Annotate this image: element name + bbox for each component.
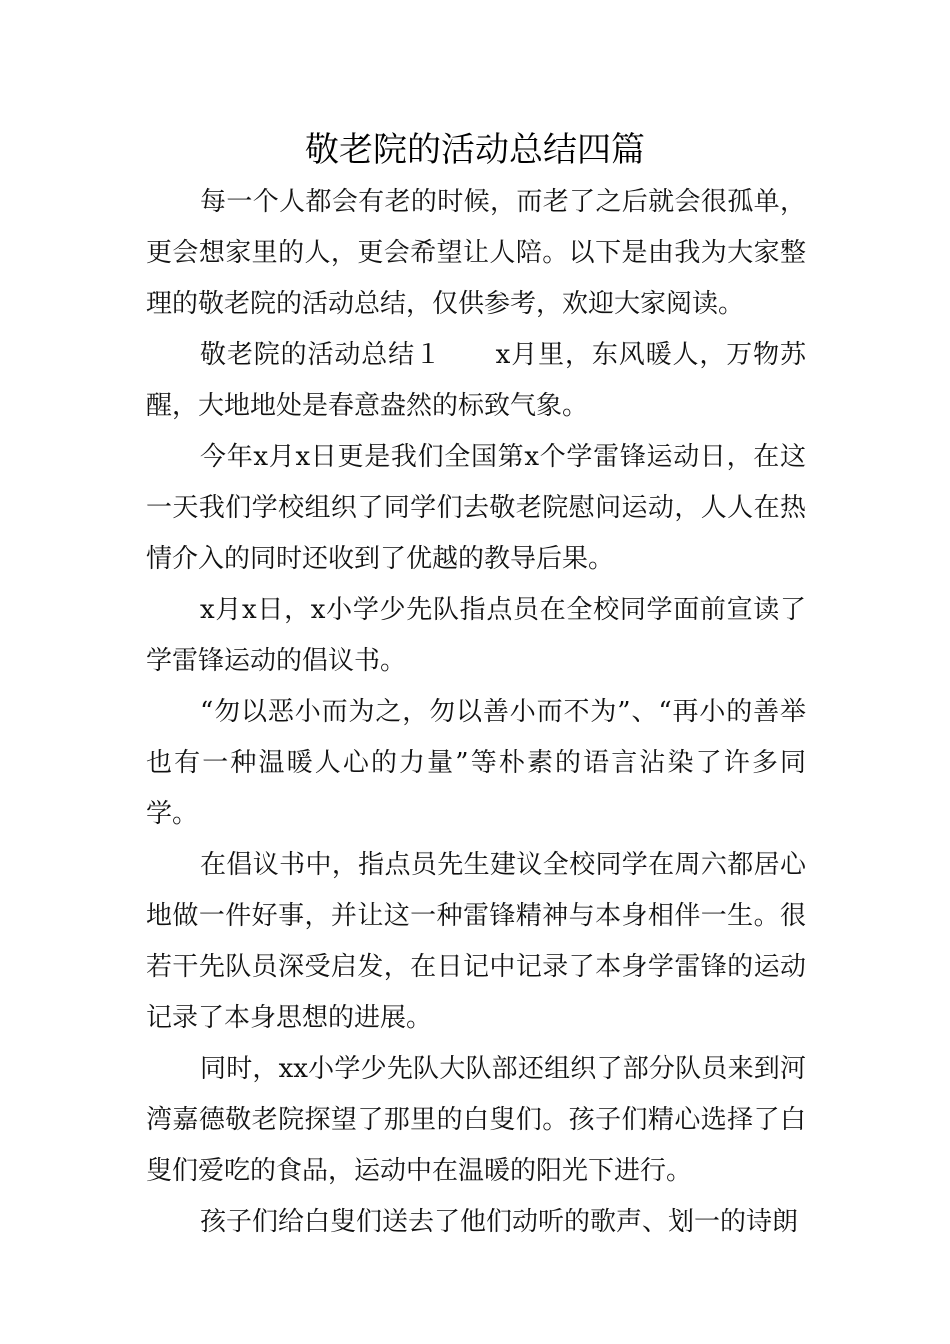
paragraph-proposal-reading: x月x日，x小学少先队指点员在全校同学面前宣读了学雷锋运动的倡议书。 [146,595,806,676]
paragraph-lei-feng-day: 今年x月x日更是我们全国第x个学雷锋运动日，在这一天我们学校组织了同学们去敬老院慰问运动，人人在热情介入的同时还收到了优越的教导后果。 [146,442,806,574]
paragraph-performance: 孩子们给白叟们送去了他们动听的歌声、划一的诗朗 [200,1207,799,1237]
document-body [146,177,806,1248]
paragraph-summary-1-opening: 敬老院的活动总结１ x月里，东风暖人，万物苏醒，大地地处是春意盎然的标致气象。 [146,340,806,421]
paragraph-intro: 每一个人都会有老的时候，而老了之后就会很孤单，更会想家里的人，更会希望让人陪。以下是由我为大家整理的敬老院的活动总结，仅供参考，欢迎大家阅读。 [146,187,806,319]
paragraph-quote: “勿以恶小而为之，勿以善小而不为”、“再小的善举也有一种温暖人心的力量”等朴素的语言沾染了许多同学。 [146,697,806,829]
paragraph-nursing-home-visit: 同时，xx小学少先队大队部还组织了部分队员来到河湾嘉德敬老院探望了那里的白叟们。孩子们精心选择了白叟们爱吃的食品，运动中在温暖的阳光下进行。 [146,1054,806,1186]
paragraph-proposal-content: 在倡议书中，指点员先生建议全校同学在周六都居心地做一件好事，并让这一种雷锋精神与本身相伴一生。很若干先队员深受启发，在日记中记录了本身学雷锋的运动记录了本身思想的进展。 [146,850,806,1033]
document-title: 敬老院的活动总结四篇 [305,130,645,170]
